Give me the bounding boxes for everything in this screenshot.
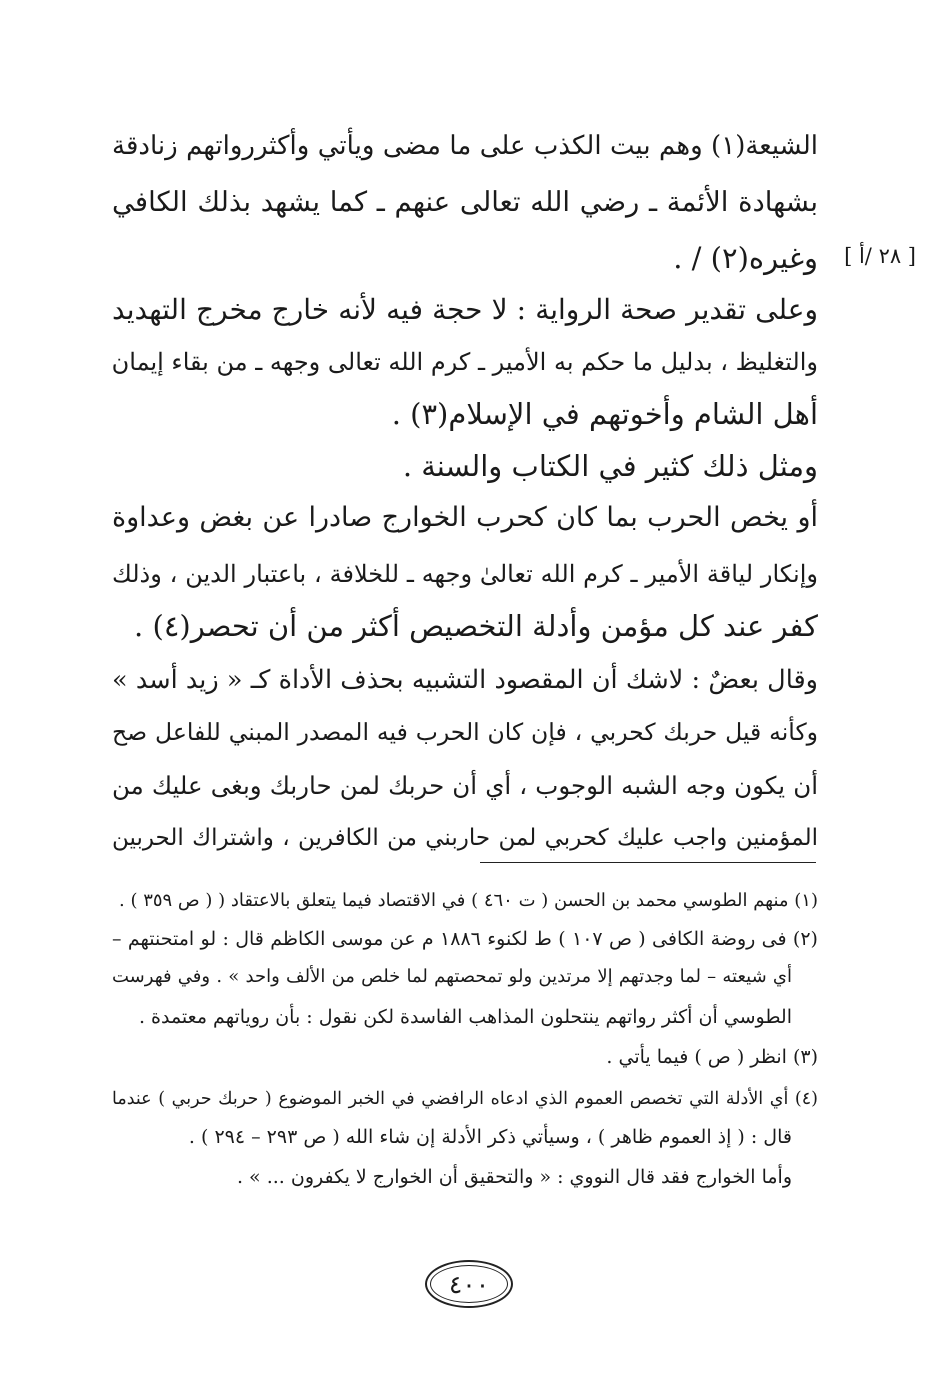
body-line-13: أن يكون وجه الشبه الوجوب ، أي أن حربك لمن حاربك وبغى عليك من [112,771,818,800]
body-line-4: وعلى تقدير صحة الرواية : لا حجة فيه لأنه خارج مخرج التهديد [112,293,818,326]
body-line-7: ومثل ذلك كثير في الكتاب والسنة . [402,449,818,483]
footnote-4: (٤) أي الأدلة التي تخصص العموم الذي ادعاه الرافضي في الخبر الموضوع ( حربك حربي ) عندما [112,1089,818,1109]
body-line-12: وكأنه قيل حربك كحربي ، فإن كان الحرب فيه المصدر المبني للفاعل صح [112,718,818,746]
body-line-14: المؤمنين واجب عليك كحربي لمن حاربني من الكافرين ، واشتراك الحربين [112,825,818,851]
body-line-8: أو يخص الحرب بما كان كحرب الخوارج صادرا عن بغض وعداوة [112,502,818,533]
page-number [425,1260,513,1308]
body-line-10: كفر عند كل مؤمن وأدلة التخصيص أكثر من أن تحصر(٤) . [134,609,818,643]
margin-folio-marker: [ ٢٨ /أ ] [844,244,916,268]
body-line-5: والتغليظ ، بدليل ما حكم به الأمير ـ كرم الله تعالى وجهه ـ من بقاء إيمان [111,348,818,376]
body-line-1: الشيعة(١) وهم بيت الكذب على ما مضى ويأتي وأكثررواتهم زنادقة [112,131,818,161]
footnote-4-continued: قال : ( إذ العموم ظاهر ) ، وسيأتي ذكر الأدلة إن شاء الله ( ص ٢٩٣ – ٢٩٤ ) . [188,1126,792,1148]
body-line-9: وإنكار لياقة الأمير ـ كرم الله تعالىٰ وجهه ـ للخلافة ، باعتبار الدين ، وذلك [112,560,818,588]
footnote-1: (١) منهم الطوسي محمد بن الحسن ( ت ٤٦٠ ) في الاقتصاد فيما يتعلق بالاعتقاد ( ( ص ٣٥٩ ) . [119,890,818,911]
footnote-4-continued: وأما الخوارج فقد قال النووي : « والتحقيق أن الخوارج لا يكفرون ... » . [236,1166,792,1188]
footnote-separator [480,862,816,863]
body-line-11: وقال بعضٌ : لاشك أن المقصود التشبيه بحذف الأداة كـ « زيد أسد » [112,665,818,695]
footnote-3: (٣) انظر ( ص ) فيما يأتي . [606,1046,818,1068]
body-line-3: وغيره(٢) / . [673,241,818,275]
footnote-2-continued: أي شيعته – لما وجدتهم إلا مرتدين ولو تمحصتهم لما خلص من الألف واحد » . وفي فهرست [112,966,792,987]
footnote-2: (٢) فى روضة الكافى ( ص ١٠٧ ) ط لكنوء ١٨٨٦ م عن موسى الكاظم قال : لو امتحنتهم – [112,928,818,950]
body-line-2: بشهادة الأئمة ـ رضي الله تعالى عنهم ـ كما يشهد بذلك الكافي [112,186,818,218]
page-number-text: ٤٠٠ [448,1269,490,1299]
footnote-2-continued: الطوسي أن أكثر رواتهم ينتحلون المذاهب الفاسدة لكن نقول : بأن روياتهم معتمدة . [138,1006,792,1028]
body-line-6: أهل الشام وأخوتهم في الإسلام(٣) . [391,397,818,431]
